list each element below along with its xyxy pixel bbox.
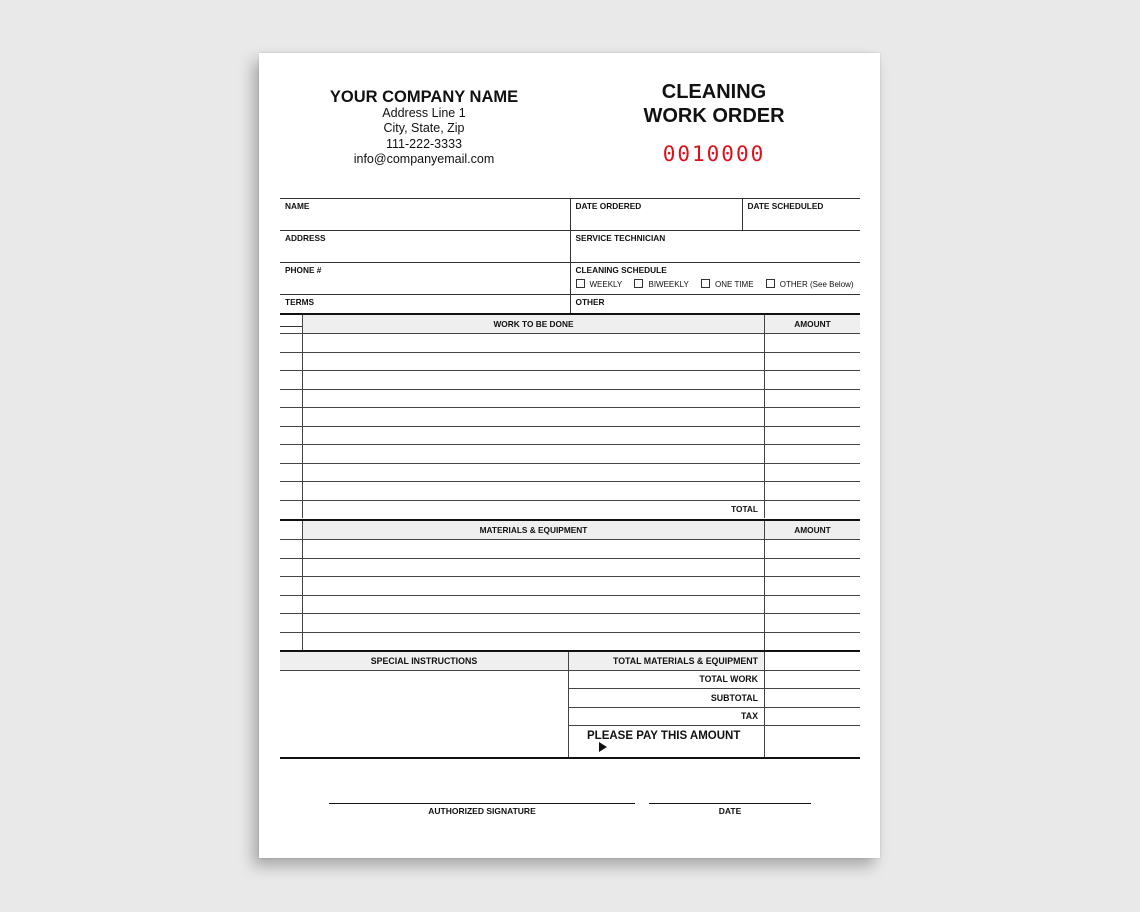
checkbox-icon[interactable] xyxy=(766,279,775,288)
cleaning-schedule-label: CLEANING SCHEDULE xyxy=(575,265,667,275)
total-work-label: TOTAL WORK xyxy=(569,670,765,689)
schedule-option-biweekly[interactable]: BIWEEKLY xyxy=(634,279,688,289)
table-row xyxy=(280,352,860,371)
subtotal-amount[interactable] xyxy=(765,689,861,708)
company-address: Address Line 1 xyxy=(382,106,466,120)
play-arrow-icon xyxy=(599,742,607,752)
materials-header: MATERIALS & EQUIPMENT xyxy=(303,520,765,540)
schedule-option-one-time[interactable]: ONE TIME xyxy=(701,279,754,289)
summary-table xyxy=(280,650,860,759)
other-field[interactable]: OTHER xyxy=(570,295,860,327)
work-table xyxy=(280,313,860,518)
company-phone: 111-222-3333 xyxy=(386,136,462,151)
terms-field[interactable]: TERMS xyxy=(280,295,570,327)
date-ordered-field[interactable]: DATE ORDERED xyxy=(570,199,742,231)
table-row xyxy=(280,445,860,464)
materials-table xyxy=(280,519,860,650)
address-field[interactable]: ADDRESS xyxy=(280,231,570,263)
tax-label: TAX xyxy=(569,707,765,726)
table-row xyxy=(280,614,860,633)
order-number: 0010000 xyxy=(662,142,766,166)
table-row xyxy=(280,540,860,559)
document-title xyxy=(619,80,809,128)
checkbox-icon[interactable] xyxy=(576,279,585,288)
materials-amount-header: AMOUNT xyxy=(765,520,861,540)
table-row xyxy=(280,632,860,650)
schedule-option-weekly[interactable]: WEEKLY xyxy=(576,279,623,289)
schedule-option-other[interactable]: OTHER (See Below) xyxy=(766,279,854,289)
table-row xyxy=(280,389,860,408)
subtotal-label: SUBTOTAL xyxy=(569,689,765,708)
special-instructions-header: SPECIAL INSTRUCTIONS xyxy=(280,652,568,671)
checkbox-icon[interactable] xyxy=(701,279,710,288)
pay-amount[interactable] xyxy=(765,726,861,759)
table-row xyxy=(280,371,860,390)
total-materials-amount[interactable] xyxy=(765,651,861,670)
company-city: City, State, Zip xyxy=(383,121,465,136)
authorized-signature-line[interactable]: AUTHORIZED SIGNATURE xyxy=(329,803,635,816)
cleaning-schedule-field xyxy=(570,263,860,295)
work-total-amount[interactable] xyxy=(765,500,861,518)
tax-amount[interactable] xyxy=(765,707,861,726)
table-row xyxy=(280,426,860,445)
table-row xyxy=(280,482,860,501)
total-work-amount[interactable] xyxy=(765,670,861,689)
special-instructions-box[interactable] xyxy=(280,651,569,758)
table-row xyxy=(280,334,860,353)
table-row xyxy=(280,595,860,614)
company-email: info@companyemail.com xyxy=(353,151,495,166)
table-row xyxy=(280,463,860,482)
table-row xyxy=(280,408,860,427)
title-line-2: WORK ORDER xyxy=(643,105,785,127)
work-total-row xyxy=(280,500,860,518)
total-materials-label: TOTAL MATERIALS & EQUIPMENT xyxy=(569,651,765,670)
checkbox-icon[interactable] xyxy=(634,279,643,288)
schedule-options xyxy=(576,279,856,289)
date-scheduled-field[interactable]: DATE SCHEDULED xyxy=(742,199,860,231)
company-name: YOUR COMPANY NAME xyxy=(329,88,519,106)
name-field[interactable]: NAME xyxy=(280,199,570,231)
work-amount-header: AMOUNT xyxy=(765,314,861,334)
table-row xyxy=(280,558,860,577)
work-header: WORK TO BE DONE xyxy=(303,314,765,334)
title-line-1: CLEANING xyxy=(661,81,767,103)
table-row xyxy=(280,577,860,596)
signature-date-line[interactable]: DATE xyxy=(649,803,811,816)
work-order-form xyxy=(259,53,880,858)
service-technician-field[interactable]: SERVICE TECHNICIAN xyxy=(570,231,860,263)
company-block xyxy=(289,89,559,167)
pay-amount-label: PLEASE PAY THIS AMOUNT xyxy=(569,726,765,759)
customer-info-table xyxy=(280,198,860,327)
work-total-label: TOTAL xyxy=(303,500,765,518)
phone-field[interactable]: PHONE # xyxy=(280,263,570,295)
